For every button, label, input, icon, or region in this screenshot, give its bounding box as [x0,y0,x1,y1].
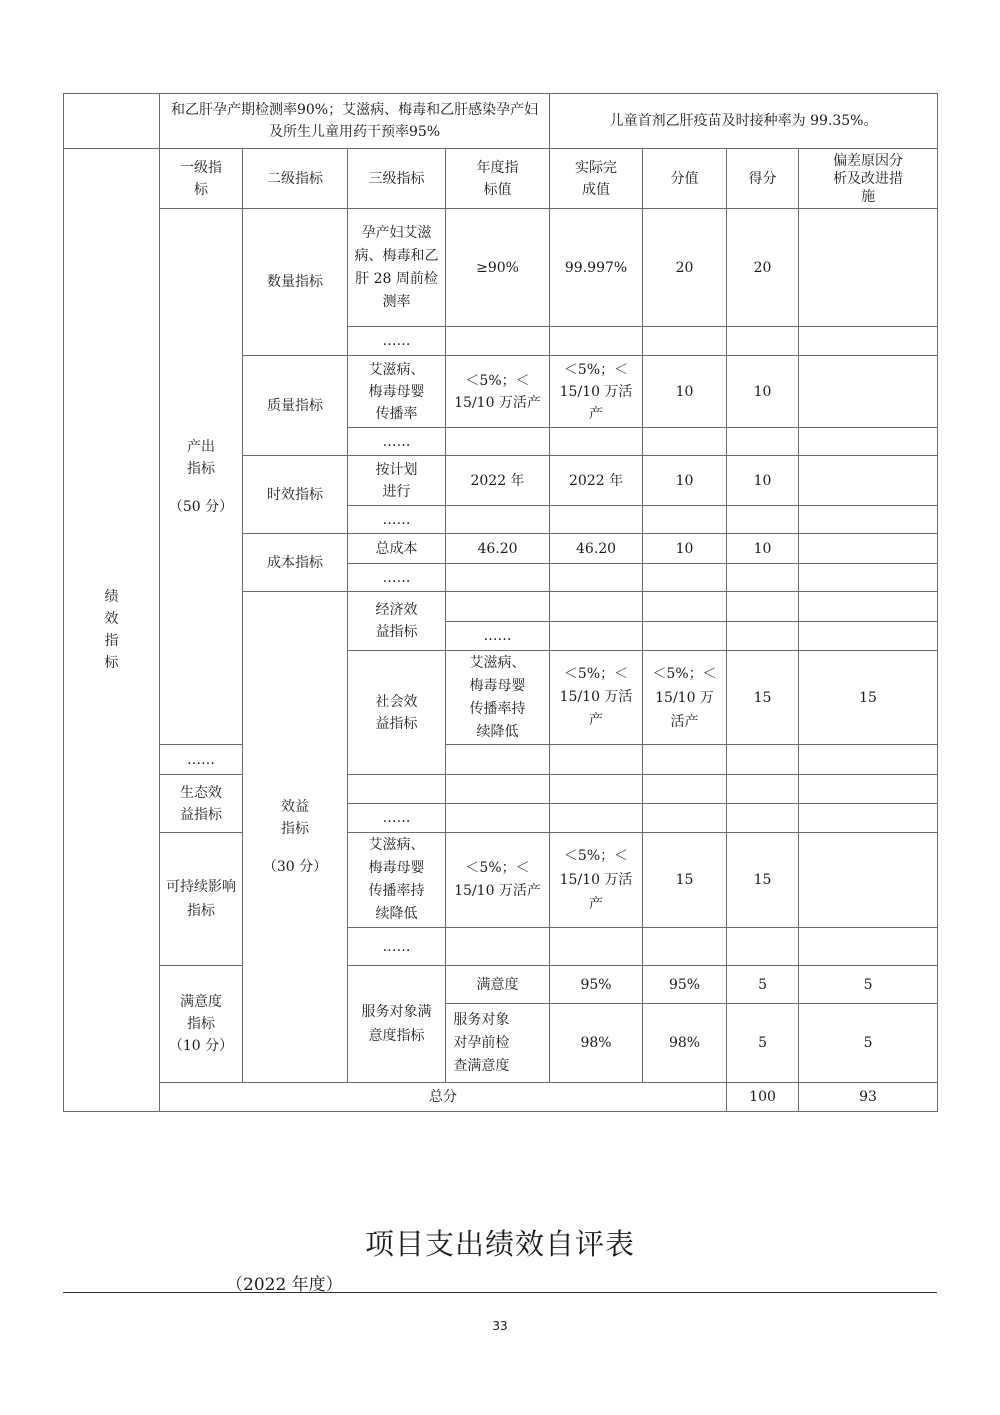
row-econ-l2: 经济效益指标 [348,592,446,651]
perf-indicator-label: 绩效指标 [64,149,160,1112]
group-satisfaction: 满意度指标 （10 分） [160,966,243,1083]
row-sat2-l3: 服务对象对孕前检查满意度 [446,1004,550,1083]
ellipsis-cell: …… [348,564,446,592]
row-social-l3: 艾滋病、梅毒母婴传播率持续降低 [446,651,550,745]
row-sat1-score: 5 [727,966,799,1004]
header-level2: 二级指标 [243,149,348,209]
next-table-year: （2022 年度） [226,1275,343,1295]
row-qty-actual: 99.997% [550,209,643,327]
row-cost-score: 10 [643,534,727,564]
row-sat2-actual: 98% [643,1004,727,1083]
ellipsis-cell: …… [348,506,446,534]
group-benefit: 效益指标 （30 分） [243,592,348,1083]
row-sustain-l3: 艾滋病、梅毒母婴传播率持续降低 [348,833,446,928]
ellipsis-cell: …… [446,622,550,651]
row-cost-deviation [799,534,938,564]
row-quality-deviation [799,356,938,428]
ellipsis-cell: …… [348,928,446,966]
row-qty-l2: 数量指标 [243,209,348,356]
group-output: 产出指标 （50 分） [160,209,243,745]
row-sat2-got: 5 [799,1004,938,1083]
row-quality-l3: 艾滋病、梅毒母婴传播率 [348,356,446,428]
row-cost-l2: 成本指标 [243,534,348,592]
row-cost-l3: 总成本 [348,534,446,564]
ellipsis-cell: …… [160,745,243,775]
row-time-got: 10 [727,456,799,506]
row-qty-l3: 孕产妇艾滋病、梅毒和乙肝 28 周前检测率 [348,209,446,327]
row-time-score: 10 [643,456,727,506]
top-row-target-text: 和乙肝孕产期检测率90%；艾滋病、梅毒和乙肝感染孕产妇及所生儿童用药干预率95% [160,94,550,149]
header-actual: 实际完成值 [550,149,643,209]
header-deviation: 偏差原因分析及改进措施 [799,149,938,209]
row-quality-score: 10 [643,356,727,428]
top-row-result-text: 儿童首剂乙肝疫苗及时接种率为 99.35%。 [550,94,938,149]
ellipsis-cell: …… [348,804,446,833]
row-quality-l2: 质量指标 [243,356,348,456]
row-time-l3: 按计划进行 [348,456,446,506]
row-quality-actual: ＜5%；＜15/10 万活产 [550,356,643,428]
row-sustain-deviation [799,833,938,928]
performance-table [63,93,937,1112]
row-qty-deviation [799,209,938,327]
header-score-value: 分值 [643,149,727,209]
row-qty-got: 20 [727,209,799,327]
page-number: 33 [492,1319,508,1333]
header-annual: 年度指标值 [446,149,550,209]
row-sat-l2: 服务对象满意度指标 [348,966,446,1083]
total-label: 总分 [160,1083,727,1112]
row-eco-l2: 生态效益指标 [160,775,243,833]
row-quality-annual: ＜5%；＜15/10 万活产 [446,356,550,428]
row-cost-got: 10 [727,534,799,564]
row-cost-annual: 46.20 [446,534,550,564]
header-score-got: 得分 [727,149,799,209]
row-social-annual: ＜5%；＜15/10 万活产 [550,651,643,745]
row-time-annual: 2022 年 [446,456,550,506]
row-sustain-score: 15 [643,833,727,928]
row-sat2-annual: 98% [550,1004,643,1083]
header-level1: 一级指标 [160,149,243,209]
ellipsis-cell: …… [348,327,446,356]
total-got: 93 [799,1083,938,1112]
top-row-blank [64,94,160,149]
header-level3: 三级指标 [348,149,446,209]
row-sat1-actual: 95% [643,966,727,1004]
row-sat1-l3: 满意度 [446,966,550,1004]
row-social-l2: 社会效益指标 [348,651,446,775]
row-time-actual: 2022 年 [550,456,643,506]
total-score: 100 [727,1083,799,1112]
row-social-actual: ＜5%；＜ 15/10 万活产 [643,651,727,745]
next-table-title: 项目支出绩效自评表 [364,1227,635,1261]
row-social-got: 15 [799,651,938,745]
row-sustain-got: 15 [727,833,799,928]
row-qty-annual: ≥90% [446,209,550,327]
row-social-score: 15 [727,651,799,745]
row-sustain-actual: ＜5%；＜ 15/10 万活产 [550,833,643,928]
divider [63,1292,937,1293]
row-quality-got: 10 [727,356,799,428]
row-qty-score: 20 [643,209,727,327]
row-sat1-annual: 95% [550,966,643,1004]
row-sustain-l2: 可持续影响指标 [160,833,243,966]
row-cost-actual: 46.20 [550,534,643,564]
row-sat1-got: 5 [799,966,938,1004]
row-time-l2: 时效指标 [243,456,348,534]
ellipsis-cell: …… [348,428,446,456]
row-sat2-score: 5 [727,1004,799,1083]
row-sustain-annual: ＜5%；＜15/10 万活产 [446,833,550,928]
row-time-deviation [799,456,938,506]
